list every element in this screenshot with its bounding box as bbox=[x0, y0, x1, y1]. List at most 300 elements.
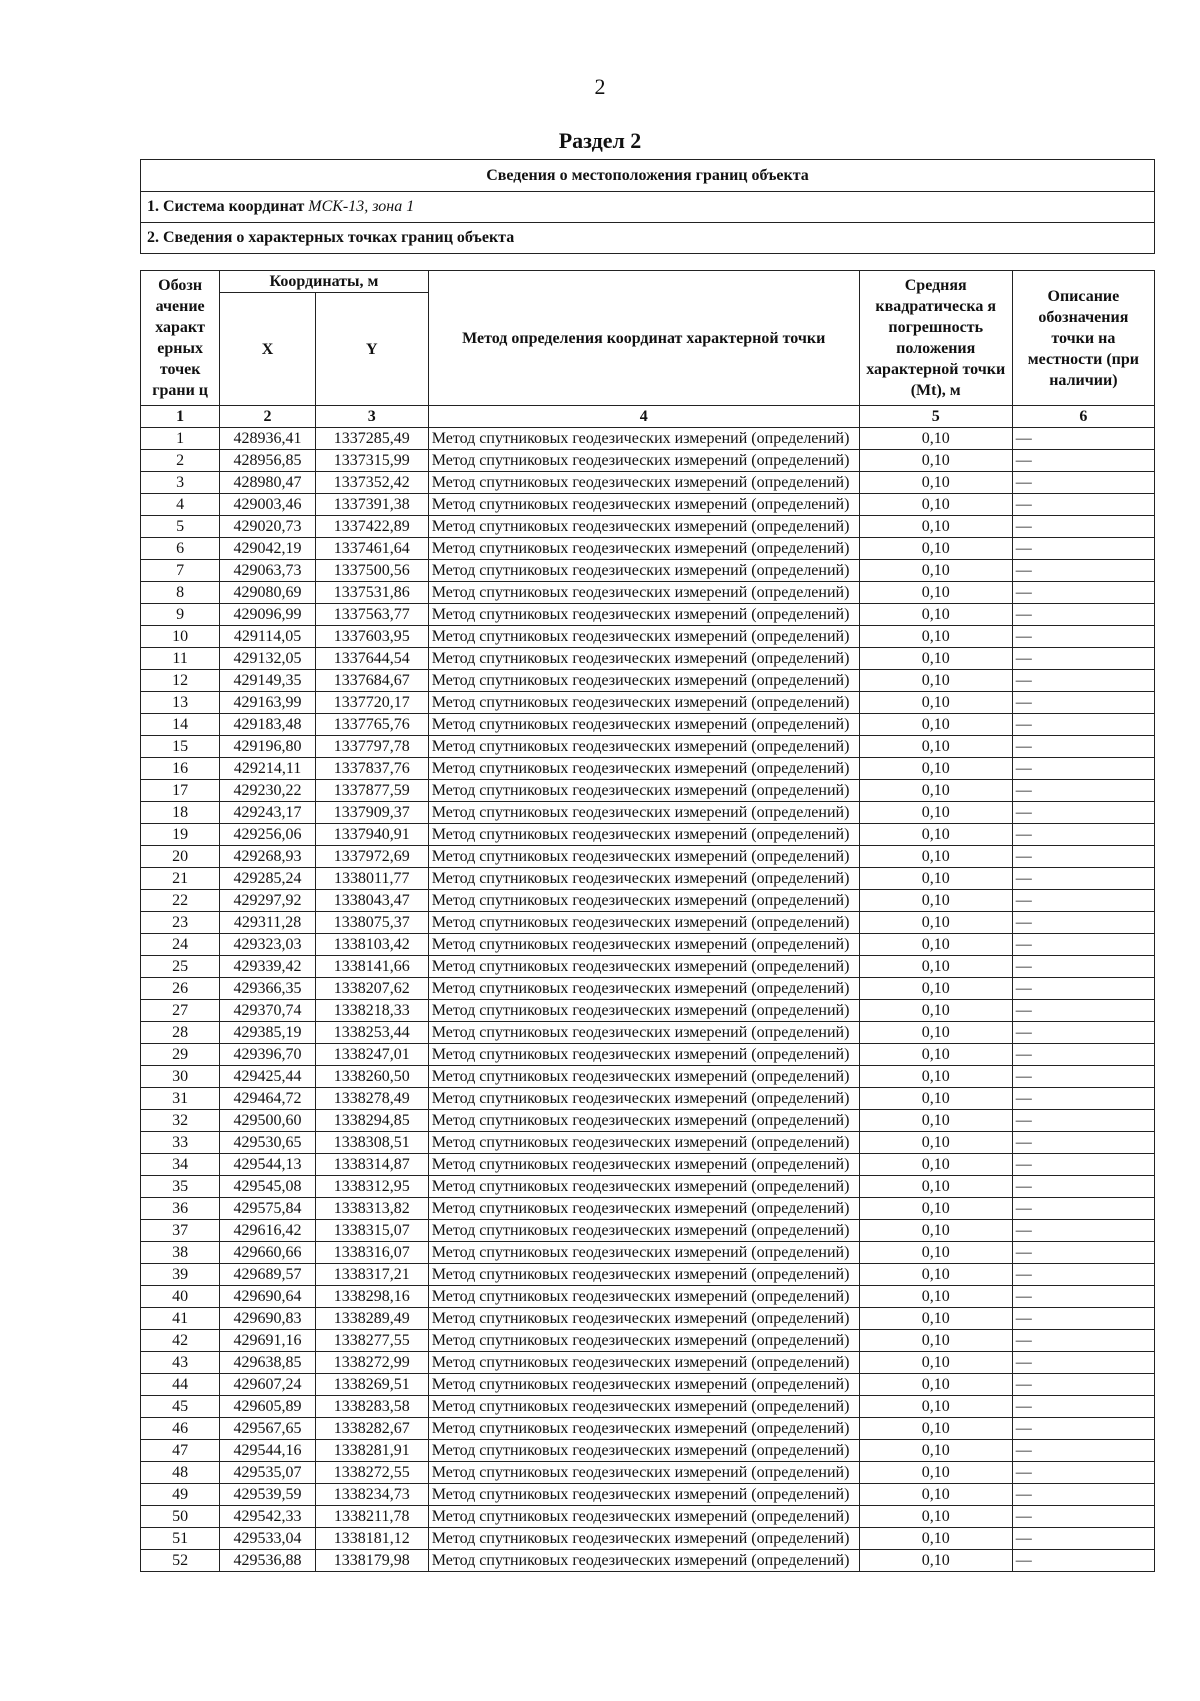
error-cell: 0,10 bbox=[859, 1132, 1012, 1154]
coord-x: 429464,72 bbox=[220, 1088, 316, 1110]
coord-x: 429545,08 bbox=[220, 1176, 316, 1198]
error-cell: 0,10 bbox=[859, 1264, 1012, 1286]
error-cell: 0,10 bbox=[859, 1022, 1012, 1044]
error-cell: 0,10 bbox=[859, 1308, 1012, 1330]
description-cell: — bbox=[1012, 1506, 1154, 1528]
column-number: 1 bbox=[141, 406, 220, 428]
description-cell: — bbox=[1012, 846, 1154, 868]
coord-y: 1337765,76 bbox=[315, 714, 428, 736]
coord-x: 429080,69 bbox=[220, 582, 316, 604]
coord-y: 1337603,95 bbox=[315, 626, 428, 648]
point-number: 37 bbox=[141, 1220, 220, 1242]
header-description: Описание обозначения точки на местности (при наличии) bbox=[1012, 271, 1154, 406]
description-cell: — bbox=[1012, 450, 1154, 472]
coord-x: 429063,73 bbox=[220, 560, 316, 582]
description-cell: — bbox=[1012, 1440, 1154, 1462]
error-cell: 0,10 bbox=[859, 956, 1012, 978]
description-cell: — bbox=[1012, 1308, 1154, 1330]
coord-y: 1337422,89 bbox=[315, 516, 428, 538]
coord-y: 1338272,99 bbox=[315, 1352, 428, 1374]
coord-y: 1338277,55 bbox=[315, 1330, 428, 1352]
coord-x: 429690,83 bbox=[220, 1308, 316, 1330]
method-cell: Метод спутниковых геодезических измерений (определений) bbox=[428, 1132, 859, 1154]
description-cell: — bbox=[1012, 1550, 1154, 1572]
description-cell: — bbox=[1012, 670, 1154, 692]
error-cell: 0,10 bbox=[859, 670, 1012, 692]
method-cell: Метод спутниковых геодезических измерений (определений) bbox=[428, 1330, 859, 1352]
coord-x: 429132,05 bbox=[220, 648, 316, 670]
description-cell: — bbox=[1012, 1242, 1154, 1264]
method-cell: Метод спутниковых геодезических измерений (определений) bbox=[428, 670, 859, 692]
point-number: 19 bbox=[141, 824, 220, 846]
table-row bbox=[141, 670, 1155, 692]
error-cell: 0,10 bbox=[859, 538, 1012, 560]
table-row bbox=[141, 1242, 1155, 1264]
error-cell: 0,10 bbox=[859, 1418, 1012, 1440]
table-row bbox=[141, 604, 1155, 626]
error-cell: 0,10 bbox=[859, 1220, 1012, 1242]
coord-x: 429163,99 bbox=[220, 692, 316, 714]
description-cell: — bbox=[1012, 1044, 1154, 1066]
error-cell: 0,10 bbox=[859, 626, 1012, 648]
description-cell: — bbox=[1012, 472, 1154, 494]
error-cell: 0,10 bbox=[859, 1000, 1012, 1022]
table-row bbox=[141, 1088, 1155, 1110]
point-number: 20 bbox=[141, 846, 220, 868]
error-cell: 0,10 bbox=[859, 1242, 1012, 1264]
error-cell: 0,10 bbox=[859, 1528, 1012, 1550]
header-designation: Обозн ачение характ ерных точек грани ц bbox=[141, 271, 220, 406]
point-number: 39 bbox=[141, 1264, 220, 1286]
description-cell: — bbox=[1012, 1154, 1154, 1176]
table-row bbox=[141, 428, 1155, 450]
point-number: 30 bbox=[141, 1066, 220, 1088]
point-number: 11 bbox=[141, 648, 220, 670]
method-cell: Метод спутниковых геодезических измерений (определений) bbox=[428, 1418, 859, 1440]
coord-y: 1338218,33 bbox=[315, 1000, 428, 1022]
error-cell: 0,10 bbox=[859, 560, 1012, 582]
point-number: 46 bbox=[141, 1418, 220, 1440]
point-number: 12 bbox=[141, 670, 220, 692]
description-cell: — bbox=[1012, 1198, 1154, 1220]
point-number: 34 bbox=[141, 1154, 220, 1176]
method-cell: Метод спутниковых геодезических измерений (определений) bbox=[428, 1462, 859, 1484]
coord-x: 429311,28 bbox=[220, 912, 316, 934]
coord-y: 1337461,64 bbox=[315, 538, 428, 560]
table-row bbox=[141, 1220, 1155, 1242]
point-number: 32 bbox=[141, 1110, 220, 1132]
method-cell: Метод спутниковых геодезических измерений (определений) bbox=[428, 978, 859, 1000]
coord-y: 1338313,82 bbox=[315, 1198, 428, 1220]
error-cell: 0,10 bbox=[859, 846, 1012, 868]
method-cell: Метод спутниковых геодезических измерений (определений) bbox=[428, 1044, 859, 1066]
coord-y: 1337391,38 bbox=[315, 494, 428, 516]
method-cell: Метод спутниковых геодезических измерений (определений) bbox=[428, 1550, 859, 1572]
description-cell: — bbox=[1012, 1352, 1154, 1374]
point-number: 8 bbox=[141, 582, 220, 604]
column-number: 2 bbox=[220, 406, 316, 428]
method-cell: Метод спутниковых геодезических измерений (определений) bbox=[428, 846, 859, 868]
header-y: Y bbox=[315, 293, 428, 406]
table-row bbox=[141, 516, 1155, 538]
coord-x: 429268,93 bbox=[220, 846, 316, 868]
table-row bbox=[141, 736, 1155, 758]
description-cell: — bbox=[1012, 1220, 1154, 1242]
error-cell: 0,10 bbox=[859, 1066, 1012, 1088]
coord-x: 429535,07 bbox=[220, 1462, 316, 1484]
point-number: 50 bbox=[141, 1506, 220, 1528]
point-number: 44 bbox=[141, 1374, 220, 1396]
point-number: 3 bbox=[141, 472, 220, 494]
point-number: 51 bbox=[141, 1528, 220, 1550]
table-row bbox=[141, 1110, 1155, 1132]
point-number: 41 bbox=[141, 1308, 220, 1330]
table-row bbox=[141, 1022, 1155, 1044]
coord-x: 429114,05 bbox=[220, 626, 316, 648]
error-cell: 0,10 bbox=[859, 648, 1012, 670]
point-number: 5 bbox=[141, 516, 220, 538]
coord-x: 429323,03 bbox=[220, 934, 316, 956]
coord-y: 1338181,12 bbox=[315, 1528, 428, 1550]
table-row bbox=[141, 1418, 1155, 1440]
method-cell: Метод спутниковых геодезических измерений (определений) bbox=[428, 1528, 859, 1550]
method-cell: Метод спутниковых геодезических измерений (определений) bbox=[428, 934, 859, 956]
coord-y: 1338269,51 bbox=[315, 1374, 428, 1396]
description-cell: — bbox=[1012, 1286, 1154, 1308]
coord-y: 1337500,56 bbox=[315, 560, 428, 582]
table-row bbox=[141, 956, 1155, 978]
column-number: 3 bbox=[315, 406, 428, 428]
header-x: X bbox=[220, 293, 316, 406]
point-number: 47 bbox=[141, 1440, 220, 1462]
error-cell: 0,10 bbox=[859, 736, 1012, 758]
coord-x: 429542,33 bbox=[220, 1506, 316, 1528]
coord-y: 1338253,44 bbox=[315, 1022, 428, 1044]
coord-x: 429690,64 bbox=[220, 1286, 316, 1308]
description-cell: — bbox=[1012, 912, 1154, 934]
method-cell: Метод спутниковых геодезических измерений (определений) bbox=[428, 604, 859, 626]
error-cell: 0,10 bbox=[859, 1374, 1012, 1396]
method-cell: Метод спутниковых геодезических измерений (определений) bbox=[428, 912, 859, 934]
coord-x: 429230,22 bbox=[220, 780, 316, 802]
error-cell: 0,10 bbox=[859, 1484, 1012, 1506]
coord-y: 1338281,91 bbox=[315, 1440, 428, 1462]
point-number: 10 bbox=[141, 626, 220, 648]
point-number: 43 bbox=[141, 1352, 220, 1374]
coord-y: 1337909,37 bbox=[315, 802, 428, 824]
description-cell: — bbox=[1012, 1132, 1154, 1154]
error-cell: 0,10 bbox=[859, 1286, 1012, 1308]
point-number: 14 bbox=[141, 714, 220, 736]
coord-x: 429660,66 bbox=[220, 1242, 316, 1264]
point-number: 6 bbox=[141, 538, 220, 560]
coord-x: 429567,65 bbox=[220, 1418, 316, 1440]
table-row bbox=[141, 978, 1155, 1000]
point-number: 42 bbox=[141, 1330, 220, 1352]
point-number: 52 bbox=[141, 1550, 220, 1572]
point-number: 48 bbox=[141, 1462, 220, 1484]
description-cell: — bbox=[1012, 1374, 1154, 1396]
point-number: 13 bbox=[141, 692, 220, 714]
coord-y: 1337877,59 bbox=[315, 780, 428, 802]
column-number: 5 bbox=[859, 406, 1012, 428]
coord-y: 1337563,77 bbox=[315, 604, 428, 626]
points-table-body bbox=[141, 428, 1155, 1572]
table-row bbox=[141, 1550, 1155, 1572]
coord-y: 1338315,07 bbox=[315, 1220, 428, 1242]
method-cell: Метод спутниковых геодезических измерений (определений) bbox=[428, 1220, 859, 1242]
point-number: 21 bbox=[141, 868, 220, 890]
method-cell: Метод спутниковых геодезических измерений (определений) bbox=[428, 956, 859, 978]
description-cell: — bbox=[1012, 1484, 1154, 1506]
coord-y: 1337644,54 bbox=[315, 648, 428, 670]
error-cell: 0,10 bbox=[859, 978, 1012, 1000]
point-number: 38 bbox=[141, 1242, 220, 1264]
error-cell: 0,10 bbox=[859, 868, 1012, 890]
error-cell: 0,10 bbox=[859, 1352, 1012, 1374]
boundary-info-table bbox=[140, 159, 1155, 254]
description-cell: — bbox=[1012, 626, 1154, 648]
point-number: 36 bbox=[141, 1198, 220, 1220]
description-cell: — bbox=[1012, 692, 1154, 714]
coord-y: 1338289,49 bbox=[315, 1308, 428, 1330]
table-row bbox=[141, 1506, 1155, 1528]
coord-y: 1338308,51 bbox=[315, 1132, 428, 1154]
error-cell: 0,10 bbox=[859, 824, 1012, 846]
point-number: 23 bbox=[141, 912, 220, 934]
coord-y: 1337285,49 bbox=[315, 428, 428, 450]
coord-x: 428936,41 bbox=[220, 428, 316, 450]
coord-x: 429256,06 bbox=[220, 824, 316, 846]
error-cell: 0,10 bbox=[859, 1462, 1012, 1484]
table-row bbox=[141, 1374, 1155, 1396]
table-row bbox=[141, 1044, 1155, 1066]
coord-y: 1337315,99 bbox=[315, 450, 428, 472]
coord-y: 1338179,98 bbox=[315, 1550, 428, 1572]
error-cell: 0,10 bbox=[859, 1396, 1012, 1418]
coord-x: 429536,88 bbox=[220, 1550, 316, 1572]
table-row bbox=[141, 1198, 1155, 1220]
column-number: 6 bbox=[1012, 406, 1154, 428]
error-cell: 0,10 bbox=[859, 450, 1012, 472]
point-number: 24 bbox=[141, 934, 220, 956]
coord-x: 429096,99 bbox=[220, 604, 316, 626]
description-cell: — bbox=[1012, 1110, 1154, 1132]
coord-y: 1337940,91 bbox=[315, 824, 428, 846]
coord-y: 1338103,42 bbox=[315, 934, 428, 956]
coord-x: 429385,19 bbox=[220, 1022, 316, 1044]
method-cell: Метод спутниковых геодезических измерений (определений) bbox=[428, 868, 859, 890]
error-cell: 0,10 bbox=[859, 714, 1012, 736]
method-cell: Метод спутниковых геодезических измерений (определений) bbox=[428, 714, 859, 736]
error-cell: 0,10 bbox=[859, 692, 1012, 714]
coord-y: 1338314,87 bbox=[315, 1154, 428, 1176]
method-cell: Метод спутниковых геодезических измерений (определений) bbox=[428, 1022, 859, 1044]
method-cell: Метод спутниковых геодезических измерений (определений) bbox=[428, 1088, 859, 1110]
error-cell: 0,10 bbox=[859, 890, 1012, 912]
description-cell: — bbox=[1012, 494, 1154, 516]
error-cell: 0,10 bbox=[859, 1198, 1012, 1220]
column-number: 4 bbox=[428, 406, 859, 428]
method-cell: Метод спутниковых геодезических измерений (определений) bbox=[428, 1176, 859, 1198]
column-number-row bbox=[141, 406, 1155, 428]
coord-x: 429689,57 bbox=[220, 1264, 316, 1286]
point-number: 9 bbox=[141, 604, 220, 626]
method-cell: Метод спутниковых геодезических измерений (определений) bbox=[428, 516, 859, 538]
error-cell: 0,10 bbox=[859, 494, 1012, 516]
coord-y: 1337720,17 bbox=[315, 692, 428, 714]
point-number: 27 bbox=[141, 1000, 220, 1022]
point-number: 31 bbox=[141, 1088, 220, 1110]
error-cell: 0,10 bbox=[859, 428, 1012, 450]
point-number: 22 bbox=[141, 890, 220, 912]
coord-x: 428980,47 bbox=[220, 472, 316, 494]
coord-y: 1338298,16 bbox=[315, 1286, 428, 1308]
table-row bbox=[141, 1352, 1155, 1374]
table-row bbox=[141, 648, 1155, 670]
description-cell: — bbox=[1012, 648, 1154, 670]
table-row bbox=[141, 890, 1155, 912]
point-number: 25 bbox=[141, 956, 220, 978]
method-cell: Метод спутниковых геодезических измерений (определений) bbox=[428, 1264, 859, 1286]
table-row bbox=[141, 1176, 1155, 1198]
method-cell: Метод спутниковых геодезических измерений (определений) bbox=[428, 1374, 859, 1396]
coord-x: 429003,46 bbox=[220, 494, 316, 516]
table-row bbox=[141, 1286, 1155, 1308]
description-cell: — bbox=[1012, 1088, 1154, 1110]
method-cell: Метод спутниковых геодезических измерений (определений) bbox=[428, 538, 859, 560]
description-cell: — bbox=[1012, 890, 1154, 912]
table-row bbox=[141, 846, 1155, 868]
table-row bbox=[141, 1066, 1155, 1088]
coord-y: 1338141,66 bbox=[315, 956, 428, 978]
coord-y: 1337797,78 bbox=[315, 736, 428, 758]
method-cell: Метод спутниковых геодезических измерений (определений) bbox=[428, 780, 859, 802]
description-cell: — bbox=[1012, 1176, 1154, 1198]
method-cell: Метод спутниковых геодезических измерений (определений) bbox=[428, 1484, 859, 1506]
coord-x: 429042,19 bbox=[220, 538, 316, 560]
table-row bbox=[141, 758, 1155, 780]
table-row bbox=[141, 912, 1155, 934]
table-row bbox=[141, 582, 1155, 604]
point-number: 17 bbox=[141, 780, 220, 802]
coord-x: 429500,60 bbox=[220, 1110, 316, 1132]
coord-y: 1338283,58 bbox=[315, 1396, 428, 1418]
description-cell: — bbox=[1012, 824, 1154, 846]
coord-y: 1338317,21 bbox=[315, 1264, 428, 1286]
coord-x: 429196,80 bbox=[220, 736, 316, 758]
coord-x: 428956,85 bbox=[220, 450, 316, 472]
coordinate-system-line bbox=[141, 192, 1155, 223]
error-cell: 0,10 bbox=[859, 1506, 1012, 1528]
table-row bbox=[141, 1396, 1155, 1418]
coord-x: 429691,16 bbox=[220, 1330, 316, 1352]
point-number: 28 bbox=[141, 1022, 220, 1044]
description-cell: — bbox=[1012, 978, 1154, 1000]
coord-x: 429575,84 bbox=[220, 1198, 316, 1220]
method-cell: Метод спутниковых геодезических измерений (определений) bbox=[428, 1352, 859, 1374]
description-cell: — bbox=[1012, 1418, 1154, 1440]
description-cell: — bbox=[1012, 956, 1154, 978]
table-row bbox=[141, 868, 1155, 890]
table-row bbox=[141, 472, 1155, 494]
coord-x: 429149,35 bbox=[220, 670, 316, 692]
coord-y: 1337972,69 bbox=[315, 846, 428, 868]
table-row bbox=[141, 934, 1155, 956]
coord-y: 1338272,55 bbox=[315, 1462, 428, 1484]
description-cell: — bbox=[1012, 1000, 1154, 1022]
description-cell: — bbox=[1012, 516, 1154, 538]
method-cell: Метод спутниковых геодезических измерений (определений) bbox=[428, 626, 859, 648]
method-cell: Метод спутниковых геодезических измерений (определений) bbox=[428, 1286, 859, 1308]
description-cell: — bbox=[1012, 780, 1154, 802]
coord-x: 429607,24 bbox=[220, 1374, 316, 1396]
description-cell: — bbox=[1012, 1528, 1154, 1550]
point-number: 16 bbox=[141, 758, 220, 780]
method-cell: Метод спутниковых геодезических измерений (определений) bbox=[428, 428, 859, 450]
method-cell: Метод спутниковых геодезических измерений (определений) bbox=[428, 472, 859, 494]
coord-x: 429243,17 bbox=[220, 802, 316, 824]
method-cell: Метод спутниковых геодезических измерений (определений) bbox=[428, 1066, 859, 1088]
coord-x: 429533,04 bbox=[220, 1528, 316, 1550]
coord-x: 429339,42 bbox=[220, 956, 316, 978]
page-number: 2 bbox=[594, 74, 606, 99]
coordinate-system-value: МСК-13, зона 1 bbox=[308, 198, 415, 215]
point-number: 29 bbox=[141, 1044, 220, 1066]
coord-y: 1338294,85 bbox=[315, 1110, 428, 1132]
error-cell: 0,10 bbox=[859, 1088, 1012, 1110]
description-cell: — bbox=[1012, 1022, 1154, 1044]
table-row bbox=[141, 626, 1155, 648]
coord-y: 1337352,42 bbox=[315, 472, 428, 494]
method-cell: Метод спутниковых геодезических измерений (определений) bbox=[428, 1396, 859, 1418]
point-number: 2 bbox=[141, 450, 220, 472]
coord-y: 1338278,49 bbox=[315, 1088, 428, 1110]
coord-y: 1338043,47 bbox=[315, 890, 428, 912]
coord-x: 429370,74 bbox=[220, 1000, 316, 1022]
table-row bbox=[141, 1440, 1155, 1462]
method-cell: Метод спутниковых геодезических измерений (определений) bbox=[428, 1308, 859, 1330]
method-cell: Метод спутниковых геодезических измерений (определений) bbox=[428, 648, 859, 670]
coord-x: 429425,44 bbox=[220, 1066, 316, 1088]
table-row bbox=[141, 1264, 1155, 1286]
table-row bbox=[141, 714, 1155, 736]
error-cell: 0,10 bbox=[859, 758, 1012, 780]
method-cell: Метод спутниковых геодезических измерений (определений) bbox=[428, 494, 859, 516]
table-row bbox=[141, 494, 1155, 516]
header-coordinates: Координаты, м bbox=[220, 271, 428, 293]
coord-y: 1338075,37 bbox=[315, 912, 428, 934]
error-cell: 0,10 bbox=[859, 1176, 1012, 1198]
header-error: Средняя квадратическа я погрешность положения характерной точки (Mt), м bbox=[859, 271, 1012, 406]
description-cell: — bbox=[1012, 1462, 1154, 1484]
coord-y: 1337837,76 bbox=[315, 758, 428, 780]
point-number: 49 bbox=[141, 1484, 220, 1506]
description-cell: — bbox=[1012, 538, 1154, 560]
method-cell: Метод спутниковых геодезических измерений (определений) bbox=[428, 1000, 859, 1022]
method-cell: Метод спутниковых геодезических измерений (определений) bbox=[428, 692, 859, 714]
point-number: 18 bbox=[141, 802, 220, 824]
description-cell: — bbox=[1012, 736, 1154, 758]
coord-y: 1338011,77 bbox=[315, 868, 428, 890]
table-row bbox=[141, 802, 1155, 824]
coord-y: 1338247,01 bbox=[315, 1044, 428, 1066]
coord-y: 1338234,73 bbox=[315, 1484, 428, 1506]
point-number: 4 bbox=[141, 494, 220, 516]
coord-x: 429544,16 bbox=[220, 1440, 316, 1462]
coord-y: 1337684,67 bbox=[315, 670, 428, 692]
description-cell: — bbox=[1012, 868, 1154, 890]
